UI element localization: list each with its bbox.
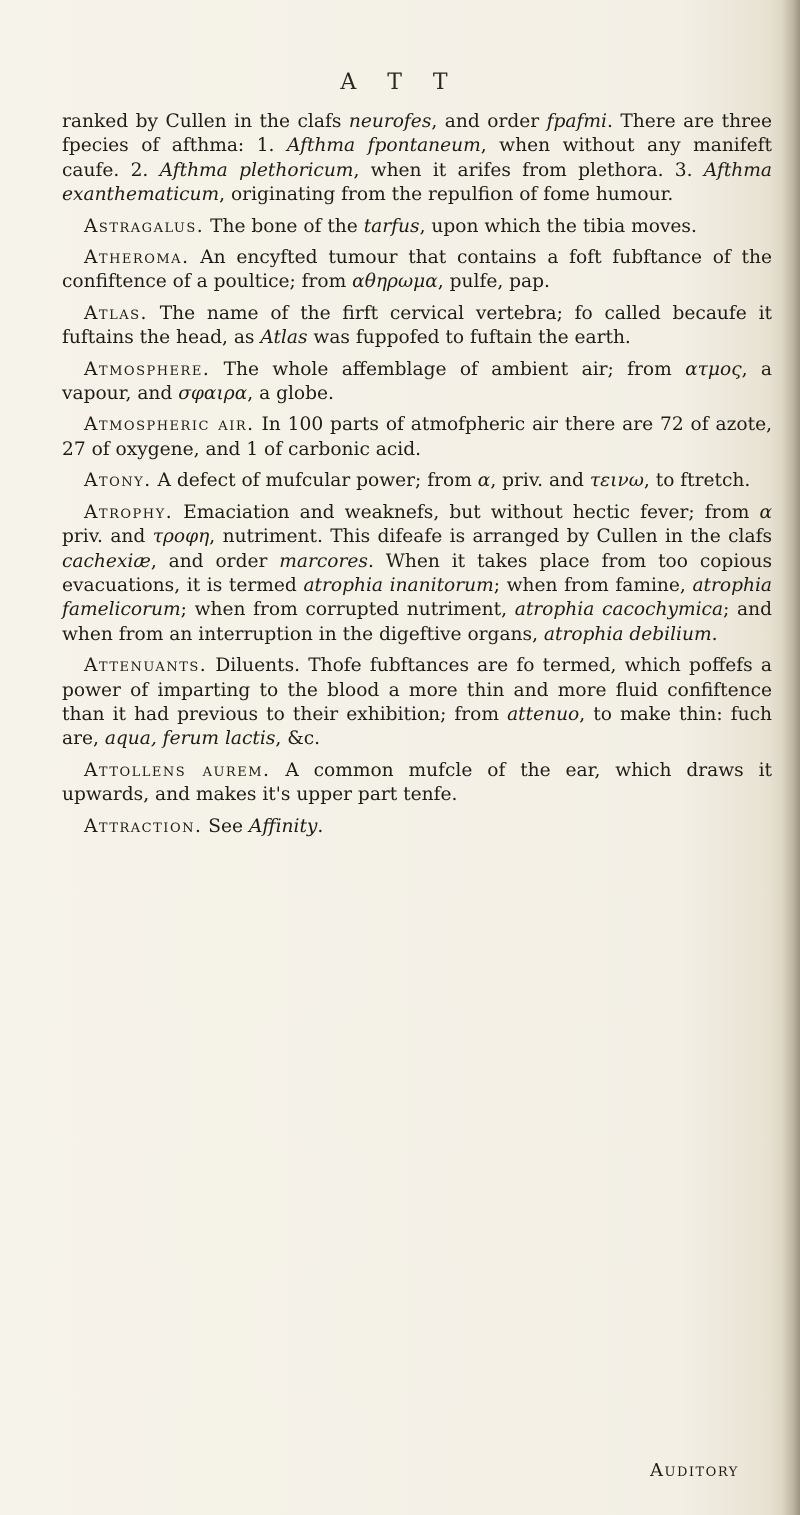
- entry-text: priv. and: [62, 526, 153, 548]
- entry-text: , and order: [431, 111, 547, 132]
- entry-text: , originating from the repulfion of fome humour.: [219, 184, 674, 206]
- entry-text: Diluents. Thofe fubftances are fo termed, which poffefs a power of imparting to the blood a more thin and more fluid confiftence than it had previous to their exhibition; from: [62, 655, 772, 725]
- entry-text: .: [317, 815, 324, 837]
- entry-headword: Attenuants.: [84, 655, 208, 677]
- italic-term: Afthma fpontaneum: [286, 135, 481, 157]
- italic-term: Affinity: [248, 815, 318, 837]
- entry-text: . There are three fpecies of afthma: 1.: [62, 111, 773, 157]
- entry-text: , when without any manifeft caufe. 2.: [62, 135, 772, 181]
- entry-headword: Atmosphere.: [84, 358, 211, 380]
- catchword: Auditory: [650, 1460, 739, 1481]
- page-edge-shadow: [782, 0, 800, 1515]
- italic-term: τεινω: [589, 470, 644, 492]
- italic-term: atrophia cacochymica: [514, 599, 724, 621]
- dictionary-entry: [62, 358, 772, 407]
- entry-text: , upon which the tibia moves.: [419, 215, 697, 237]
- entry-text: The name of the firft cervical vertebra; fo called becaufe it fuftains the head, as: [62, 302, 772, 349]
- italic-term: cachexiæ: [62, 550, 151, 572]
- italic-term: Atlas: [260, 327, 308, 349]
- running-head: A T T: [340, 70, 460, 95]
- continued-entry: [62, 110, 772, 208]
- entry-headword: Atlas.: [84, 302, 148, 324]
- italic-term: attenuo: [507, 703, 580, 725]
- dictionary-text: [62, 110, 772, 846]
- entry-text: , nutriment. This difeafe is arranged by Cullen in the clafs: [209, 526, 772, 548]
- entry-text: , to ftretch.: [643, 470, 751, 492]
- dictionary-entry: [62, 246, 772, 295]
- dictionary-entry: [62, 654, 772, 752]
- dictionary-entry: [62, 815, 772, 839]
- italic-term: atrophia inanitorum: [303, 574, 494, 596]
- italic-term: atrophia debilium: [543, 623, 712, 645]
- dictionary-entry: [62, 215, 772, 239]
- entry-text: , a vapour, and: [62, 358, 772, 405]
- dictionary-entry: [62, 413, 772, 462]
- entry-text: The whole affemblage of ambient air; from: [210, 358, 686, 380]
- italic-term: neurofes: [348, 111, 432, 132]
- italic-term: atrophia famelicorum: [62, 574, 772, 621]
- entry-headword: Astragalus.: [84, 215, 205, 237]
- entry-headword: Atmospheric air.: [84, 414, 255, 436]
- entry-text: ; when from corrupted nutriment,: [180, 599, 515, 621]
- italic-term: tarfus: [363, 215, 420, 237]
- entry-text: An encyfted tumour that contains a foft fubftance of the confiftence of a poultice; from: [62, 247, 772, 293]
- entry-headword: Attollens aurem.: [84, 759, 271, 781]
- entry-text: , &c.: [275, 728, 321, 750]
- dictionary-entry: [62, 302, 772, 351]
- entry-text: ; when from famine,: [493, 574, 693, 596]
- italic-term: τροφη: [152, 526, 210, 548]
- italic-term: Afthma exanthematicum: [62, 159, 772, 206]
- entry-text: .: [711, 623, 718, 645]
- entry-text: , priv. and: [490, 470, 590, 492]
- italic-term: αθηρωμα: [352, 271, 438, 293]
- entry-headword: Atony.: [84, 470, 152, 492]
- entry-text: A defect of mufcular power; from: [151, 470, 478, 492]
- entry-headword: Attraction.: [84, 815, 203, 837]
- entry-headword: Atheroma.: [84, 247, 190, 269]
- entry-text: was fuppofed to fuftain the earth.: [307, 327, 631, 349]
- italic-term: aqua, ferum lactis: [104, 728, 276, 750]
- entry-text: , when it arifes from plethora. 3.: [353, 159, 704, 181]
- italic-term: Afthma plethoricum: [159, 159, 354, 181]
- dictionary-entry: [62, 501, 772, 647]
- entry-text: , a globe.: [247, 383, 334, 405]
- entry-text: , pulfe, pap.: [437, 271, 550, 293]
- entry-text: A common mufcle of the ear, which draws it upwards, and makes it's upper part tenfe.: [62, 759, 772, 806]
- italic-term: marcores: [279, 550, 368, 572]
- entry-text: Emaciation and weaknefs, but without hectic fever; from: [173, 501, 760, 523]
- italic-term: σφαιρα: [178, 383, 248, 405]
- italic-term: α: [477, 470, 491, 492]
- italic-term: fpafmi: [546, 111, 607, 132]
- dictionary-entry: [62, 759, 772, 808]
- italic-term: α: [759, 501, 772, 523]
- entry-text: , and order: [150, 550, 280, 572]
- entry-text: In 100 parts of atmofpheric air there are 72 of azote, 27 of oxygene, and 1 of carbonic acid.: [62, 414, 772, 460]
- entry-text: The bone of the: [204, 215, 364, 237]
- entry-headword: Atrophy.: [84, 501, 174, 523]
- entry-text: . When it takes place from too copious evacuations, it is termed: [62, 550, 772, 596]
- italic-term: ατμος: [685, 358, 742, 380]
- entry-text: , to make thin: fuch are,: [62, 703, 772, 750]
- entry-text: See: [202, 815, 249, 837]
- entry-text: ranked by Cullen in the clafs: [62, 111, 349, 132]
- entry-text: ; and when from an interruption in the digeftive organs,: [62, 599, 772, 645]
- dictionary-entry: [62, 469, 772, 493]
